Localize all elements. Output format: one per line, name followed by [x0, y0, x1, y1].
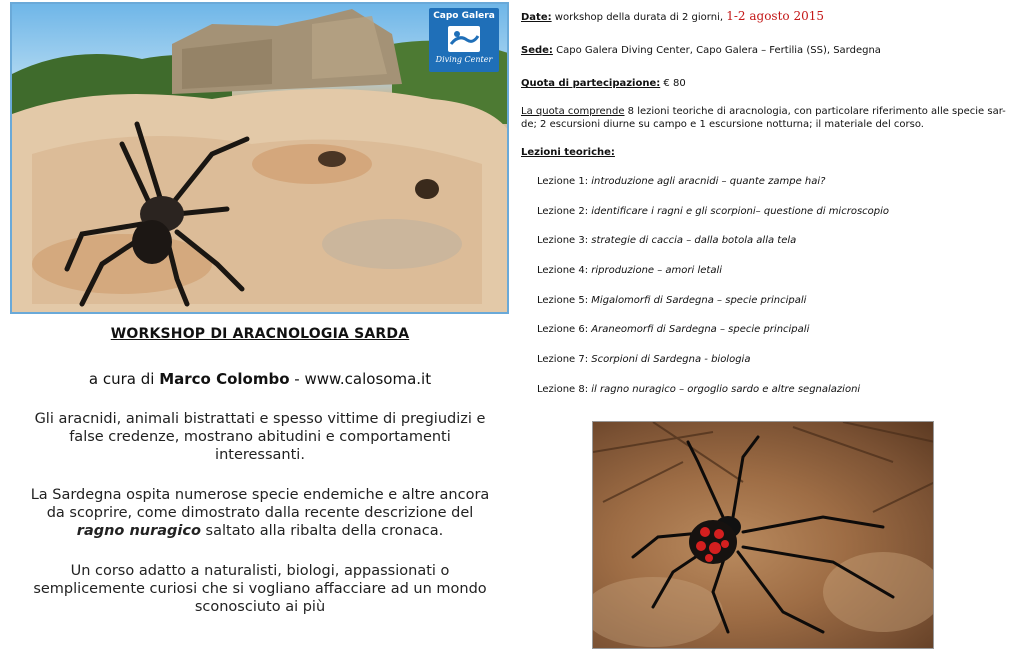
widow-spider-scene — [593, 422, 934, 649]
lesson-number: Lezione 8: — [537, 383, 589, 395]
sardinia-text-a: La Sardegna ospita numerose specie endemiche e altre ancora da scoprire, come dimostrato dalla recente descrizione del — [30, 487, 490, 521]
comprende-line — [521, 106, 1021, 131]
quota-line — [521, 77, 1021, 90]
logo-line2: Diving Center — [435, 55, 493, 64]
sede-line — [521, 44, 1021, 57]
curator-website: - www.calosoma.it — [289, 370, 432, 388]
date-line — [521, 10, 1021, 24]
lesson-title: Araneomorfi di Sardegna – specie principali — [591, 324, 810, 336]
lesson-number: Lezione 6: — [537, 324, 589, 336]
lesson-number: Lezione 4: — [537, 265, 589, 277]
lesson-number: Lezione 2: — [537, 205, 589, 217]
quota-label: Quota di partecipazione: — [521, 78, 661, 89]
lesson-number: Lezione 5: — [537, 294, 589, 306]
widow-spider-photo — [592, 421, 934, 649]
lesson-item — [537, 265, 1021, 295]
lesson-title: riproduzione – amori letali — [591, 265, 723, 277]
lesson-title: strategie di caccia – dalla botola alla tela — [591, 235, 797, 247]
comprende-text: 8 lezioni teoriche di aracnologia, con particolare riferimento alle specie sar-de; 2 escursioni diurne su campo e 1 escursione notturna; il materiale del corso. — [521, 106, 1006, 130]
lesson-item — [537, 206, 1021, 236]
lesson-title: Scorpioni di Sardegna - biologia — [591, 354, 751, 366]
sardinia-paragraph — [10, 486, 510, 540]
lesson-number: Lezione 1: — [537, 176, 589, 187]
lesson-item — [537, 354, 1021, 384]
capo-galera-logo — [429, 8, 499, 72]
sede-text: Capo Galera Diving Center, Capo Galera – Fertilia (SS), Sardegna — [552, 45, 881, 56]
lesson-item — [537, 324, 1021, 354]
lesson-number: Lezione 3: — [537, 235, 589, 247]
date-text: workshop della durata di 2 giorni, — [551, 12, 724, 23]
sardinia-text-c: saltato alla ribalta della cronaca. — [200, 523, 444, 539]
tarantula-photo — [10, 2, 509, 314]
lesson-title: Migalomorfi di Sardegna – specie principali — [591, 294, 807, 306]
lesson-title: identificare i ragni e gli scorpioni– questione di microscopio — [591, 205, 890, 217]
lesson-item — [537, 295, 1021, 325]
lessons-heading: Lezioni teoriche: — [521, 147, 615, 158]
intro-paragraph: Gli aracnidi, animali bistrattati e spesso vittime di pregiudizi e false credenze, mostrano abitudini e comportamenti interessanti. — [34, 411, 486, 463]
logo-line1: Capo Galera — [433, 11, 495, 21]
lesson-title: il ragno nuragico – orgoglio sardo e altre segnalazioni — [591, 383, 861, 395]
lesson-number: Lezione 7: — [537, 354, 589, 366]
lesson-item — [537, 176, 1021, 206]
diver-icon — [447, 24, 481, 54]
workshop-description — [10, 322, 510, 616]
sede-label: Sede: — [521, 45, 553, 56]
quota-text: € 80 — [660, 78, 686, 89]
workshop-title: WORKSHOP DI ARACNOLOGIA SARDA — [110, 326, 410, 342]
lesson-item — [537, 235, 1021, 265]
curator-prefix: a cura di — [88, 370, 160, 388]
course-info — [521, 10, 1021, 414]
date-value: 1-2 agosto 2015 — [726, 9, 824, 23]
audience-paragraph: Un corso adatto a naturalisti, biologi, appassionati o semplicemente curiosi che si vogliano affacciare ad un mondo sconosciuto ai più — [33, 563, 487, 615]
ragno-nuragico-emphasis: ragno nuragico — [76, 523, 201, 539]
curator-name: Marco Colombo — [159, 370, 290, 388]
date-label: Date: — [521, 12, 552, 23]
comprende-label: La quota comprende — [521, 106, 625, 117]
lesson-title: introduzione agli aracnidi – quante zampe hai? — [591, 176, 826, 187]
curator-line — [10, 370, 510, 388]
lesson-item — [537, 384, 1021, 414]
